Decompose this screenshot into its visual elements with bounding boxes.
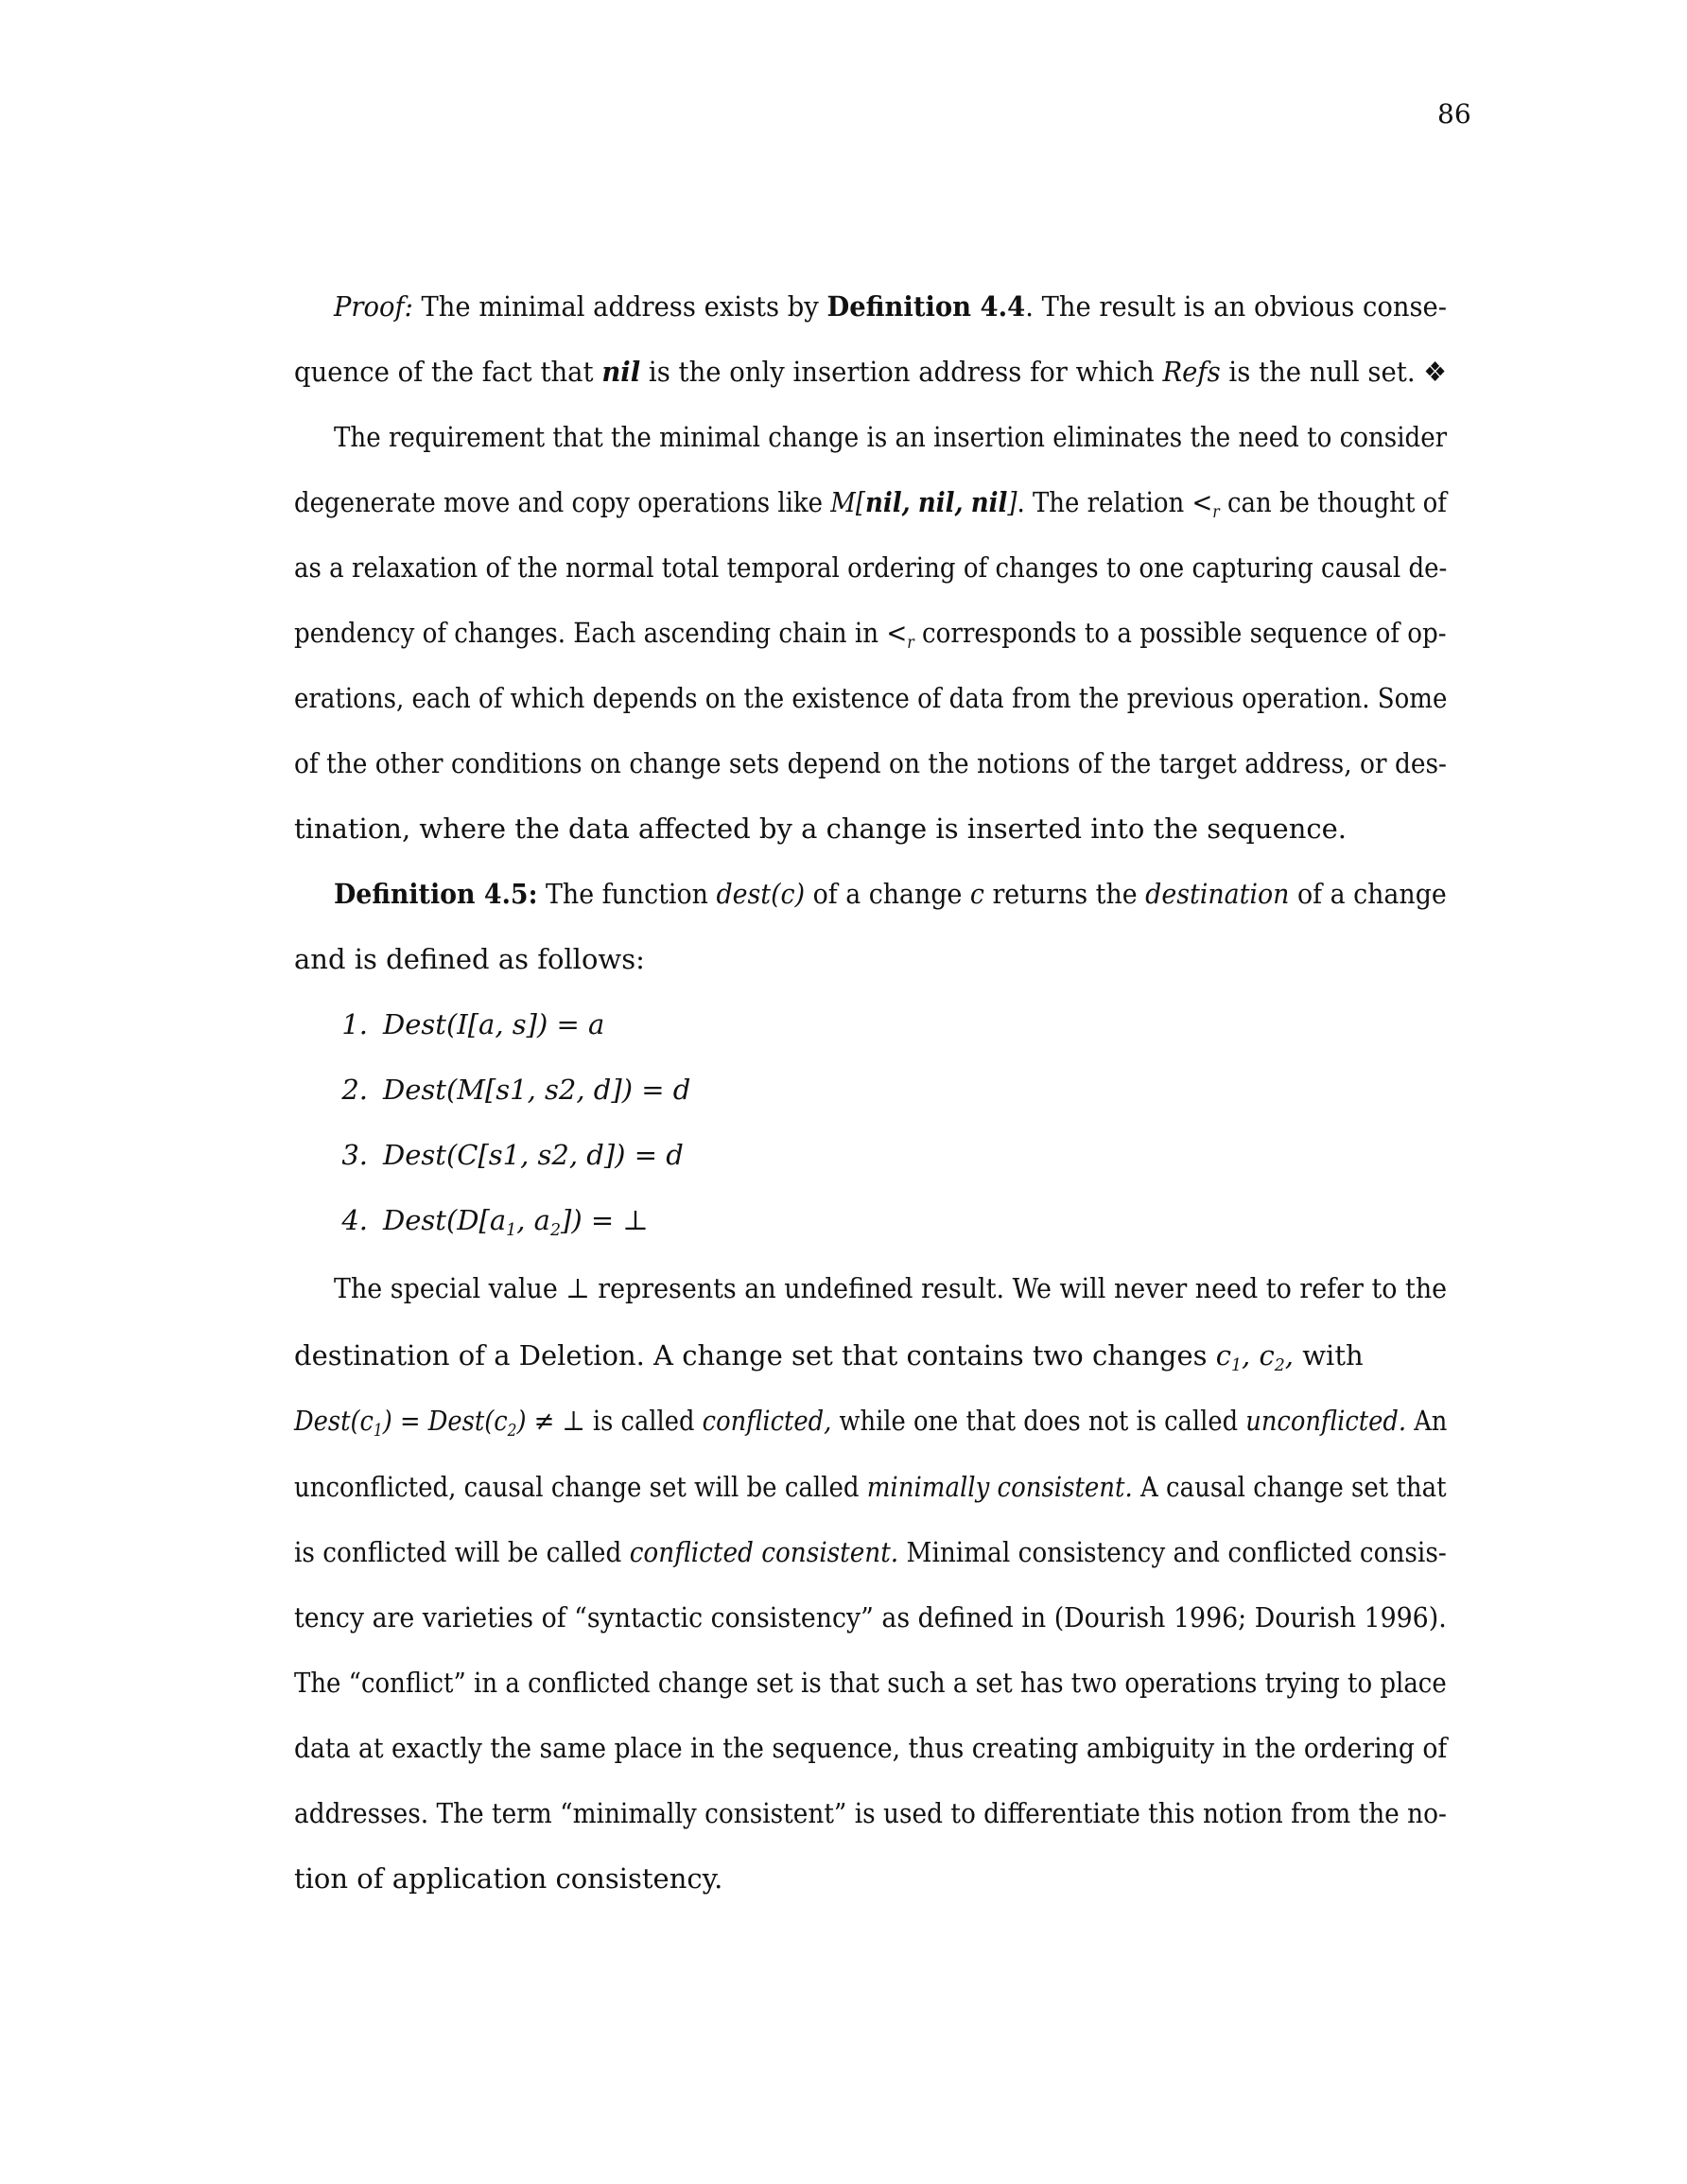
para2-line-1: The special value ⊥ represents an undefined result. We will never need to refer to the: [334, 1272, 1448, 1304]
para2-line-10: tion of application consistency.: [294, 1862, 723, 1895]
para2-line-2: destination of a Deletion. A change set that contains two changes $c_1$, $c_2$, with: [294, 1339, 1364, 1376]
proof-label: Proof:: [334, 290, 413, 323]
para2-line-3: $Dest(c_1)$ = $Dest(c_2)$ ≠ ⊥ is called conflicted, while one that does not is called unconflicted. An: [294, 1405, 1448, 1441]
definition-ref: Definition 4.4: [826, 290, 1026, 323]
definition-label: Definition 4.5:: [334, 878, 538, 910]
definition-line-1: Definition 4.5: The function dest(c) of a change c returns the destination of a change: [334, 878, 1447, 910]
nil-term: nil: [601, 356, 641, 388]
para1-line-7: tination, where the data affected by a change is inserted into the sequence.: [294, 812, 1348, 845]
para1-line-4: pendency of changes. Each ascending chain in $<_r$ corresponds to a possible sequence of op-: [294, 617, 1447, 654]
para1-line-1: The requirement that the minimal change is an insertion eliminates the need to consider: [334, 421, 1448, 453]
proof-line-1: Proof: The minimal address exists by Definition 4.4. The result is an obvious conse-: [334, 290, 1447, 323]
para1-line-5: erations, each of which depends on the existence of data from the previous operation. Some: [294, 682, 1448, 714]
para2-line-7: The “conflict” in a conflicted change set is that such a set has two operations trying to place: [294, 1667, 1447, 1699]
para2-line-8: data at exactly the same place in the sequence, thus creating ambiguity in the ordering of: [294, 1732, 1448, 1764]
para2-line-9: addresses. The term “minimally consistent” is used to differentiate this notion from the no-: [294, 1797, 1447, 1829]
document-page: 86 Proof: The minimal address exists by Definition 4.4. The result is an obvious conse- quence of the fact that nil is the only insertion address for which Refs is the null set. ❖ The requirement that the minimal change is an insertion eliminates the need to consider degenerate move and copy operations like M[nil, nil, nil]. The relation $<_r$ can be thought of as a relaxation of the normal total temporal ordering of changes to one capturing causal de- pendency of changes. Each ascending chain in $<_r$ corresponds to a possible sequence of op- erations, each of which depends on the existence of data from the previous operation. Some of the other conditions on change sets depend on the notions of the target address, or des- tination, where the data affected by a change is inserted into the sequence. Definition 4.5: The function dest(c) of a change c returns the destination of a change and is defined as follows: 1. Dest(I[a, s]) = a 2. Dest(M[s1, s2, d]) = d 3. Dest(C[s1, s2, d]) = d 4. $Dest(D[a_1$, $a_2$]) = ⊥ The special value ⊥ represents an undefined result. We will never need to refer to the destination of a Deletion. A change set that contains two changes $c_1$, $c_2$, with $Dest(c_1)$ = $Dest(c_2)$ ≠ ⊥ is called conflicted, while one that does not is called unconflicted. An unconflicted, causal change set will be called minimally consistent. A causal change set that is conflicted will be called conflicted consistent. Minimal consistency and conflicted consis- tency are varieties of “syntactic consistency” as defined in (Dourish 1996; Dourish 1996). The “conflict” in a conflicted change set is that such a set has two operations trying to place data at exactly the same place in the sequence, thus creating ambiguity in the ordering of addresses. The term “minimally consistent” is used to differentiate this notion from the no- tion of application consistency.: [294, 98, 1471, 1895]
para2-line-4: unconflicted, causal change set will be called minimally consistent. A causal change set that: [294, 1471, 1447, 1503]
para2-line-5: is conflicted will be called conflicted consistent. Minimal consistency and conflicted consis-: [294, 1536, 1447, 1568]
page-number: 86: [1437, 98, 1471, 130]
relation-symbol: $<_r$: [886, 617, 914, 654]
refs-term: Refs: [1162, 356, 1221, 388]
para1-line-6: of the other conditions on change sets depend on the notions of the target address, or des-: [294, 747, 1447, 779]
para2-line-6: tency are varieties of “syntactic consistency” as defined in (Dourish 1996; Dourish 1996).: [294, 1601, 1447, 1634]
para1-line-2: degenerate move and copy operations like M[nil, nil, nil]. The relation $<_r$ can be thought of: [294, 486, 1447, 523]
definition-line-2: and is defined as follows:: [294, 943, 645, 975]
para1-line-3: as a relaxation of the normal total temporal ordering of changes to one capturing causal de-: [294, 551, 1448, 584]
relation-symbol: $<_r$: [1191, 486, 1220, 523]
proof-line-2: quence of the fact that nil is the only insertion address for which Refs is the null set. ❖: [294, 356, 1447, 388]
